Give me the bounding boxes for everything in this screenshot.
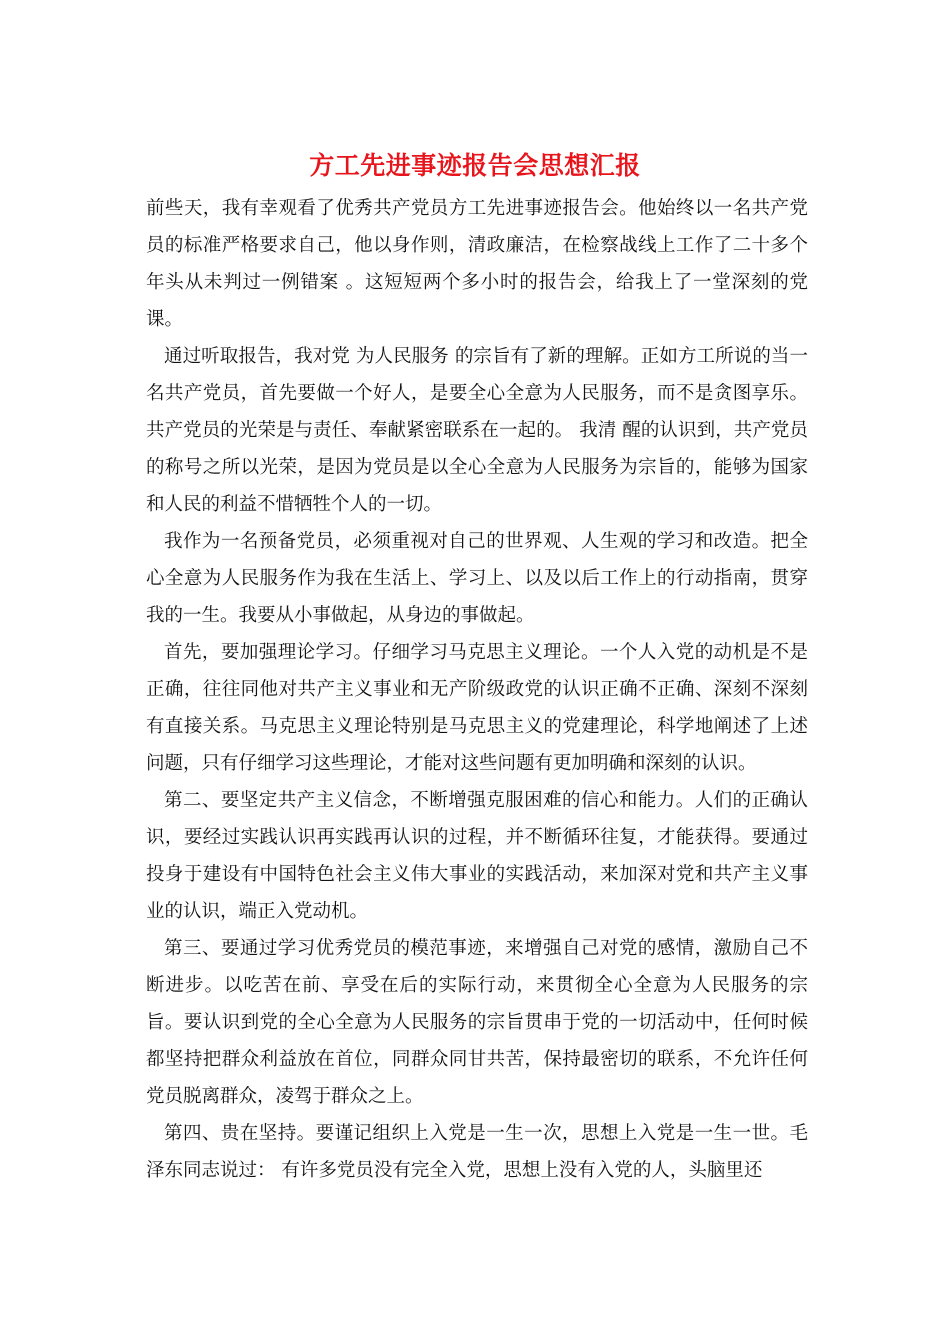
document-title: 方工先进事迹报告会思想汇报 bbox=[309, 151, 641, 180]
document-body bbox=[146, 190, 808, 1189]
paragraph-third-point: 第三、要通过学习优秀党员的模范事迹，来增强自己对党的感情，激励自己不断进步。以吃苦在前、享受在后的实际行动，来贯彻全心全意为人民服务的宗旨。要认识到党的全心全意为人民服务的宗旨贯串于党的一切活动中，任何时候都坚持把群众利益放在首位，同群众同甘共苦，保持最密切的联系，不允许任何党员脱离群众，凌驾于群众之上。 bbox=[146, 938, 808, 1107]
paragraph-second-point: 第二、要坚定共产主义信念，不断增强克服困难的信心和能力。人们的正确认识，要经过实践认识再实践再认识的过程，并不断循环往复，才能获得。要通过投身于建设有中国特色社会主义伟大事业的实践活动，来加深对党和共产主义事业的认识，端正入党动机。 bbox=[146, 790, 808, 922]
paragraph-first-point: 首先，要加强理论学习。仔细学习马克思主义理论。一个人入党的动机是不是正确，往往同他对共产主义事业和无产阶级政党的认识正确不正确、深刻不深刻有直接关系。马克思主义理论特别是马克思主义的党建理论，科学地阐述了上述问题，只有仔细学习这些理论，才能对这些问题有更加明确和深刻的认识。 bbox=[146, 642, 808, 774]
paragraph-fourth-point: 第四、贵在坚持。要谨记组织上入党是一生一次，思想上入党是一生一世。毛泽东同志说过： 有许多党员没有完全入党，思想上没有入党的人，头脑里还 bbox=[146, 1123, 808, 1181]
paragraph-intro: 前些天，我有幸观看了优秀共产党员方工先进事迹报告会。他始终以一名共产党员的标准严格要求自己，他以身作则，清政廉洁，在检察战线上工作了二十多个年头从未判过一例错案 。这短短两个多小时的报告会，给我上了一堂深刻的党课。 bbox=[146, 198, 808, 330]
paragraph-understanding: 通过听取报告，我对党 为人民服务 的宗旨有了新的理解。正如方工所说的当一名共产党员，首先要做一个好人，是要全心全意为人民服务，而不是贪图享乐。共产党员的光荣是与责任、奉献紧密联系在一起的。 我清 醒的认识到，共产党员的称号之所以光荣，是因为党员是以全心全意为人民服务为宗旨的，能够为国家和人民的利益不惜牺牲个人的一切。 bbox=[146, 346, 808, 515]
paragraph-probationary-member: 我作为一名预备党员，必须重视对自己的世界观、人生观的学习和改造。把全心全意为人民服务作为我在生活上、学习上、以及以后工作上的行动指南，贯穿我的一生。我要从小事做起，从身边的事做起。 bbox=[146, 531, 808, 626]
